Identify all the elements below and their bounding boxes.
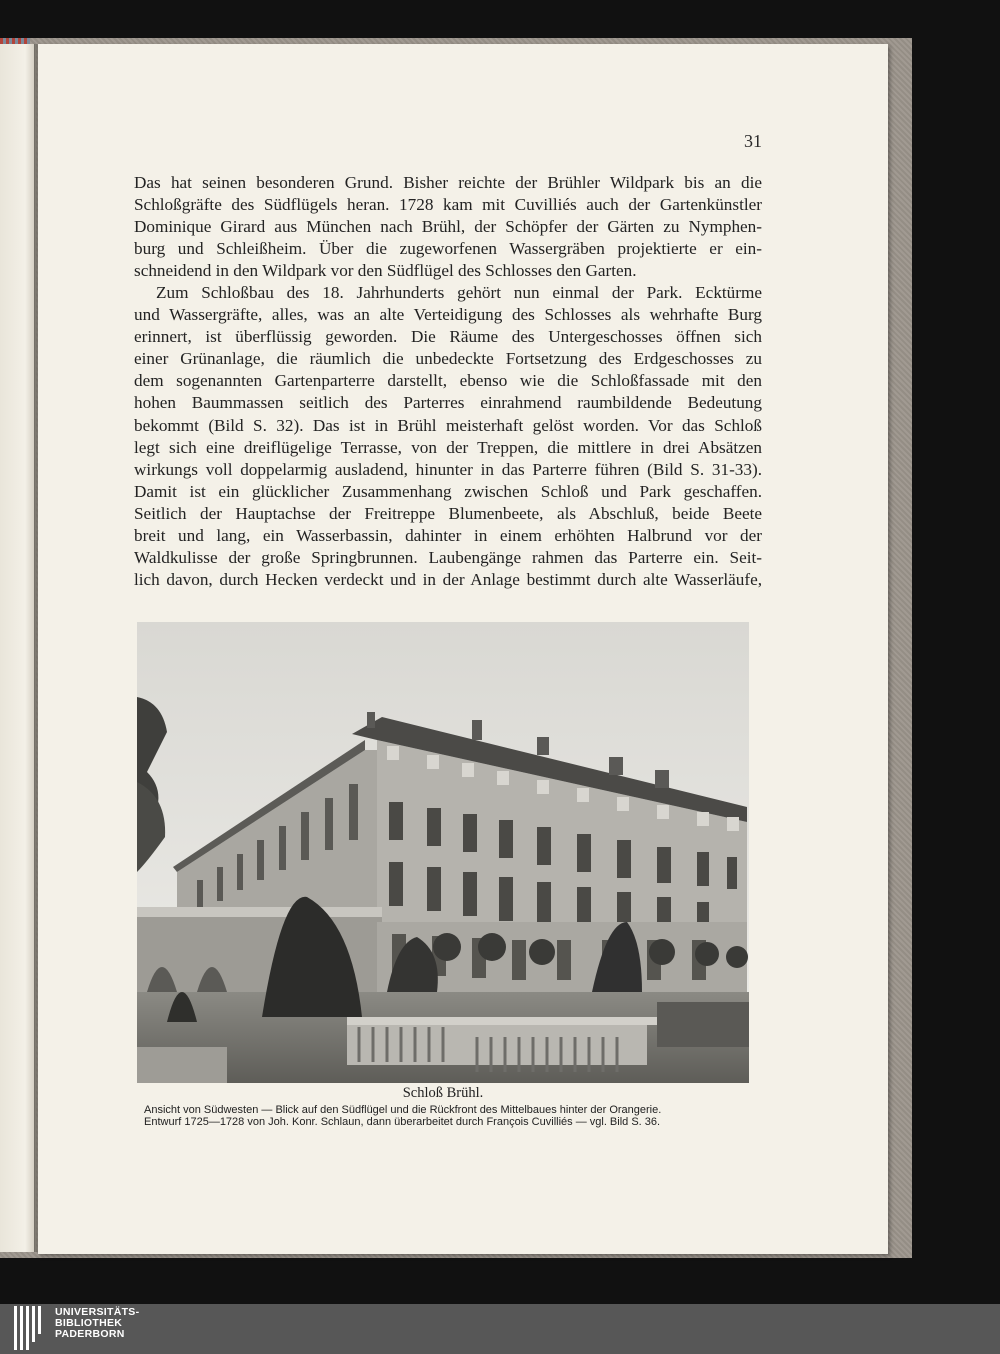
caption-line: Ansicht von Südwesten — Blick auf den Südflügel und die Rückfront des Mittelbaues hinter der Orangerie. (144, 1104, 662, 1116)
page-number: 31 (744, 131, 762, 151)
text-line: Seitlich der Hauptachse der Freitreppe Blumenbeete, als Abschluß, beide Beete (134, 503, 762, 523)
footer-bar (0, 1304, 1000, 1354)
body-text (134, 172, 762, 591)
library-logo-text (55, 1307, 139, 1341)
text-line: lich davon, durch Hecken verdeckt und in der Anlage bestimmt durch alte Wasserläufe, (134, 569, 762, 589)
text-line: und Wassergräfte, alles, was an alte Verteidigung des Schlosses als wehrhafte Burg (134, 305, 762, 325)
logo-line: PADERBORN (55, 1328, 125, 1341)
text-line: schneidend in den Wildpark vor den Südflügel des Schlosses den Garten. (134, 261, 637, 281)
text-line: bekommt (Bild S. 32). Das ist in Brühl meisterhaft gelöst worden. Vor das Schloß (134, 415, 762, 435)
caption-title: Schloß Brühl. (402, 1085, 484, 1101)
text-line: dem sogenannten Gartenparterre darstellt, ebenso wie die Schloßfassade mit den (134, 371, 762, 391)
logo-line: BIBLIOTHEK (55, 1317, 123, 1330)
text-line: burg und Schleißheim. Über die zugeworfenen Wassergräben projektierte er ein- (134, 239, 762, 259)
text-line: einer Grünanlage, die räumlich die unbedeckte Fortsetzung des Erdgeschosses zu (134, 349, 762, 369)
text-line: legt sich eine dreiflügelige Terrasse, von der Treppen, die mittlere in drei Absätzen (134, 437, 762, 457)
text-line: Dominique Girard aus München nach Brühl, der Schöpfer der Gärten zu Nymphen- (134, 217, 762, 237)
caption-line: Entwurf 1725—1728 von Joh. Konr. Schlaun, dann überarbeitet durch François Cuvilliés — vgl. Bild S. 36. (144, 1116, 661, 1128)
left-page-edge (0, 44, 36, 1252)
library-logo-icon (14, 1306, 46, 1350)
text-line: Zum Schloßbau des 18. Jahrhunderts gehört nun einmal der Park. Ecktürme (156, 283, 762, 303)
text-line: breit und lang, ein Wasserbassin, dahinter in einem erhöhten Halbrund vor der (134, 525, 762, 545)
text-line: Waldkulisse der große Springbrunnen. Laubengänge rahmen das Parterre ein. Seit- (134, 547, 762, 567)
text-line: erinnert, ist überflüssig geworden. Die Räume des Untergeschosses öffnen sich (134, 327, 762, 347)
text-line: hohen Baummassen seitlich des Parterres einrahmend raumbildende Bedeutung (134, 393, 762, 413)
castle-photograph (137, 622, 749, 1083)
text-line: Schloßgräfte des Südflügels heran. 1728 kam mit Cuvilliés auch der Gartenkünstler (134, 195, 762, 215)
text-line: Damit ist ein glücklicher Zusammenhang zwischen Schloß und Park geschaffen. (134, 481, 762, 501)
logo-line: UNIVERSITÄTS- (55, 1306, 140, 1318)
text-line: Das hat seinen besonderen Grund. Bisher reichte der Brühler Wildpark bis an die (134, 173, 762, 192)
text-line: wirkungs voll doppelarmig ausladend, hinunter in das Parterre führen (Bild S. 31-33). (134, 459, 762, 479)
